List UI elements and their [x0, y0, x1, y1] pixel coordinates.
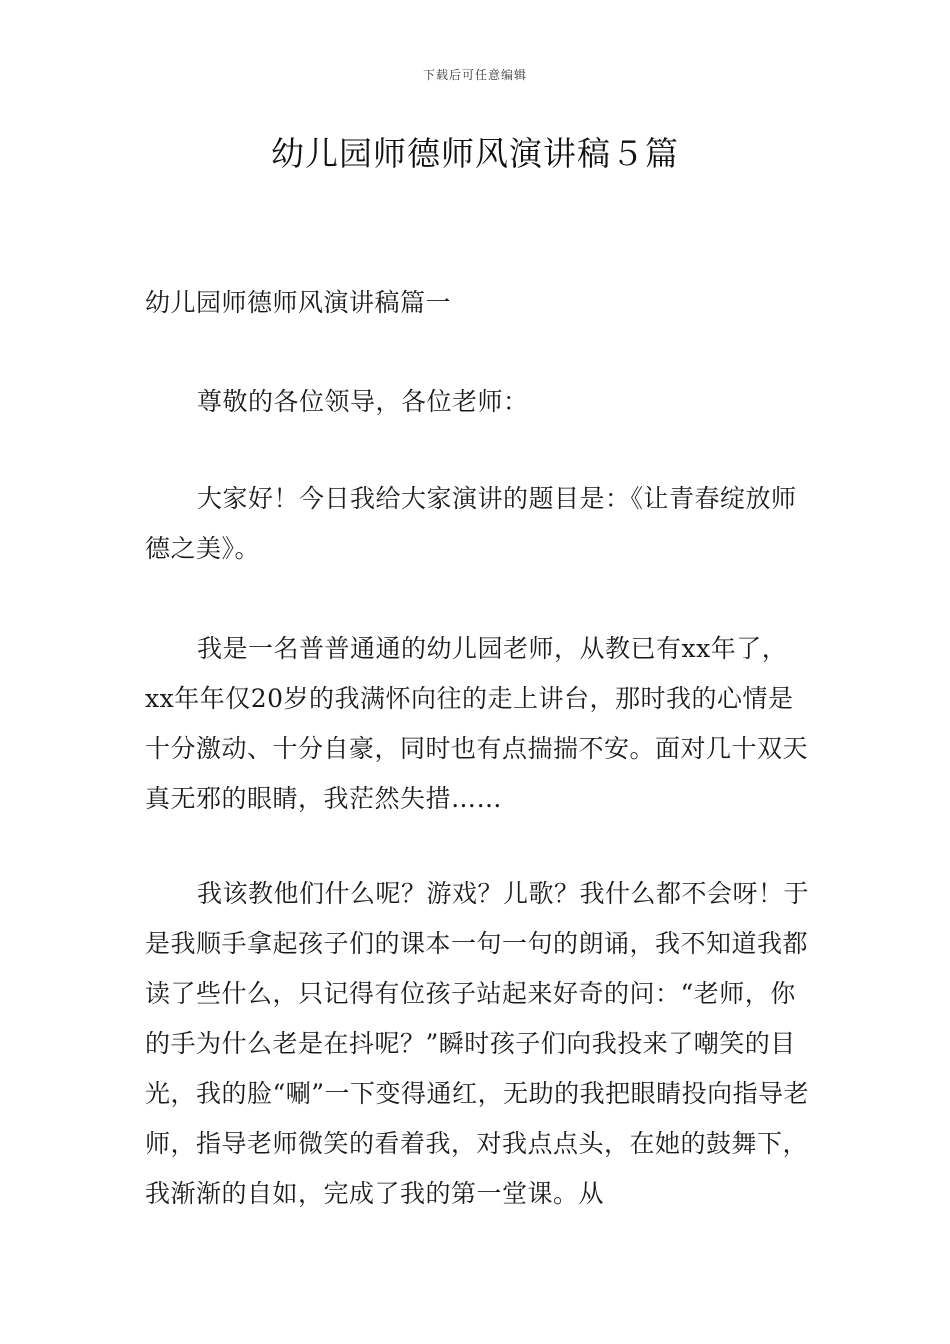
paragraph-greeting: 尊敬的各位领导，各位老师：: [197, 387, 529, 416]
paragraph-topic: 大家好！今日我给大家演讲的题目是：《让青春绽放师德之美》。: [145, 484, 797, 563]
section-heading: 幼儿园师德师风演讲稿篇一: [145, 288, 452, 317]
paragraph-intro: 我是一名普普通通的幼儿园老师，从教已有xx年了，xx年年仅20岁的我满怀向往的走上讲台，那时我的心情是十分激动、十分自豪，同时也有点揣揣不安。面对几十双天真无邪的眼睛，我茫然失措……: [145, 634, 809, 813]
header-note: 下载后可任意编辑: [422, 68, 527, 82]
document-title: 幼儿园师德师风演讲稿５篇: [271, 134, 679, 173]
paragraph-first-class: 我该教他们什么呢？游戏？儿歌？我什么都不会呀！于是我顺手拿起孩子们的课本一句一句的朗诵，我不知道我都读了些什么，只记得有位孩子站起来好奇的问：“老师，你的手为什么老是在抖呢？”瞬时孩子们向我投来了嘲笑的目光，我的脸“唰”一下变得通红，无助的我把眼睛投向指导老师，指导老师微笑的看着我，对我点点头，在她的鼓舞下，我渐渐的自如，完成了我的第一堂课。从: [145, 879, 810, 1208]
